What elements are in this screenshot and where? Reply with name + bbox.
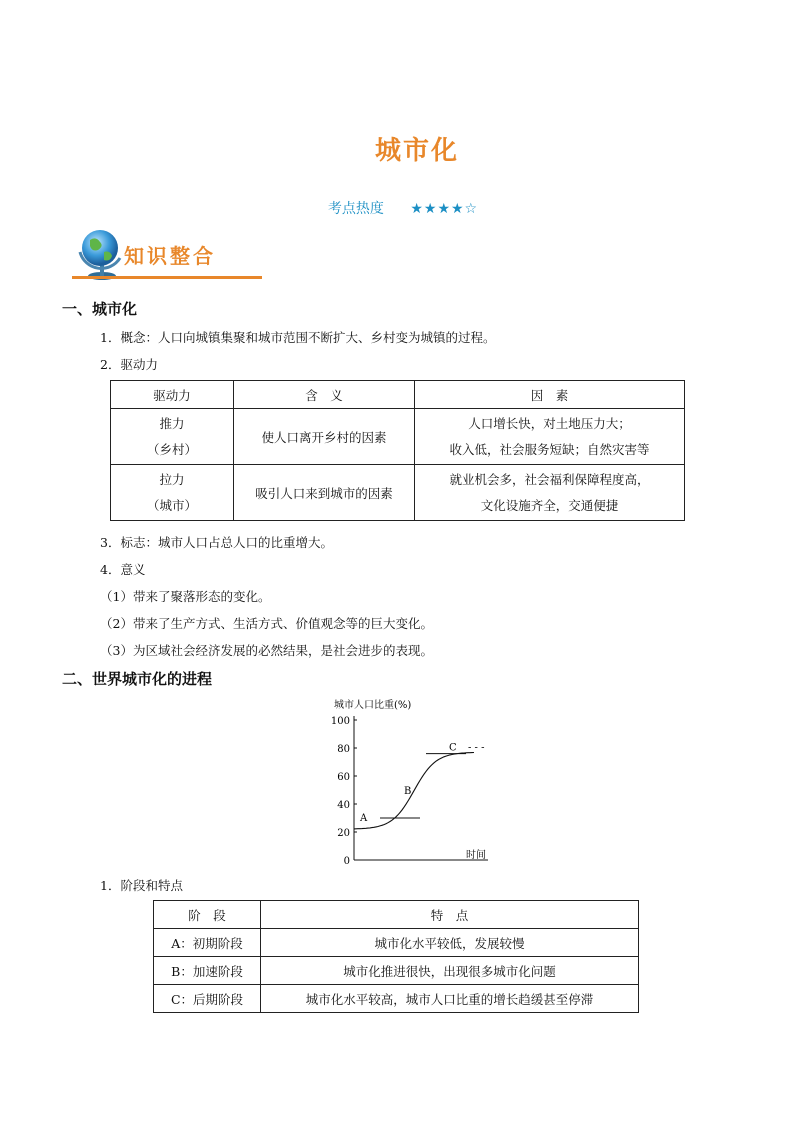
y-tick-label: 60 xyxy=(337,772,350,783)
hotness-label: 考点热度 xyxy=(327,201,384,217)
significance-3: （3）为区域社会经济发展的必然结果，是社会进步的表现。 xyxy=(100,643,433,658)
indicator-text: 3．标志：城市人口占总人口的比重增大。 xyxy=(100,535,333,550)
hotness-line xyxy=(6,198,794,218)
table-cell: 吸引人口来到城市的因素 xyxy=(234,465,415,521)
table-row xyxy=(154,957,639,985)
table-header: 因 素 xyxy=(415,381,685,409)
table-cell: 使人口离开乡村的因素 xyxy=(234,409,415,465)
stage-a-label: A xyxy=(360,813,368,824)
table-cell: A：初期阶段 xyxy=(154,929,261,957)
table-header: 特 点 xyxy=(261,901,639,929)
y-tick-label: 0 xyxy=(343,856,350,867)
significance-1: （1）带来了聚落形态的变化。 xyxy=(100,589,271,604)
significance-2: （2）带来了生产方式、生活方式、价值观念等的巨大变化。 xyxy=(100,616,433,631)
banner-title: 知识整合 xyxy=(124,244,216,268)
section2-heading: 二、世界城市化的进程 xyxy=(62,670,213,688)
table-row xyxy=(111,465,685,521)
table-cell: C：后期阶段 xyxy=(154,985,261,1013)
table-cell: B：加速阶段 xyxy=(154,957,261,985)
concept-text: 1．概念：人口向城镇集聚和城市范围不断扩大、乡村变为城镇的过程。 xyxy=(100,330,496,345)
stage-c-label: C xyxy=(449,742,457,754)
significance-heading: 4．意义 xyxy=(100,562,146,577)
y-axis-label: 城市人口比重(%) xyxy=(334,700,412,711)
table-cell: 城市化水平较高，城市人口比重的增长趋缓甚至停滞 xyxy=(261,985,639,1013)
table-header: 驱动力 xyxy=(111,381,234,409)
y-tick-label: 80 xyxy=(337,744,350,755)
driving-force-heading: 2．驱动力 xyxy=(100,357,158,372)
stage-title: 1．阶段和特点 xyxy=(100,878,183,893)
table-row xyxy=(154,985,639,1013)
banner-underline xyxy=(72,276,262,279)
table-cell: 就业机会多，社会福利保障程度高， 文化设施齐全，交通便捷 xyxy=(415,465,685,521)
table-cell: 人口增长快，对土地压力大； 收入低，社会服务短缺；自然灾害等 xyxy=(415,409,685,465)
y-tick-label: 100 xyxy=(330,716,350,727)
table-row xyxy=(154,929,639,957)
page-title: 城市化 xyxy=(374,136,459,166)
section1-heading: 一、城市化 xyxy=(62,300,138,318)
table-cell: 拉力 （城市） xyxy=(111,465,234,521)
table-cell: 城市化水平较低，发展较慢 xyxy=(261,929,639,957)
stage-b-label: B xyxy=(404,786,412,797)
y-tick-label: 20 xyxy=(337,828,350,839)
stage-table xyxy=(153,900,639,1013)
table-header: 阶 段 xyxy=(154,901,261,929)
y-tick-label: 40 xyxy=(337,800,350,811)
x-axis-label: 时间 xyxy=(466,850,486,861)
urbanization-curve xyxy=(354,753,474,829)
driving-force-table xyxy=(110,380,685,521)
table-row xyxy=(111,409,685,465)
table-cell: 城市化推进很快，出现很多城市化问题 xyxy=(261,957,639,985)
continuation-dashes: - - - xyxy=(468,742,485,754)
table-cell: 推力 （乡村） xyxy=(111,409,234,465)
urbanization-curve-chart xyxy=(320,698,510,868)
hotness-stars: ★★★★☆ xyxy=(410,201,479,217)
table-header: 含 义 xyxy=(234,381,415,409)
